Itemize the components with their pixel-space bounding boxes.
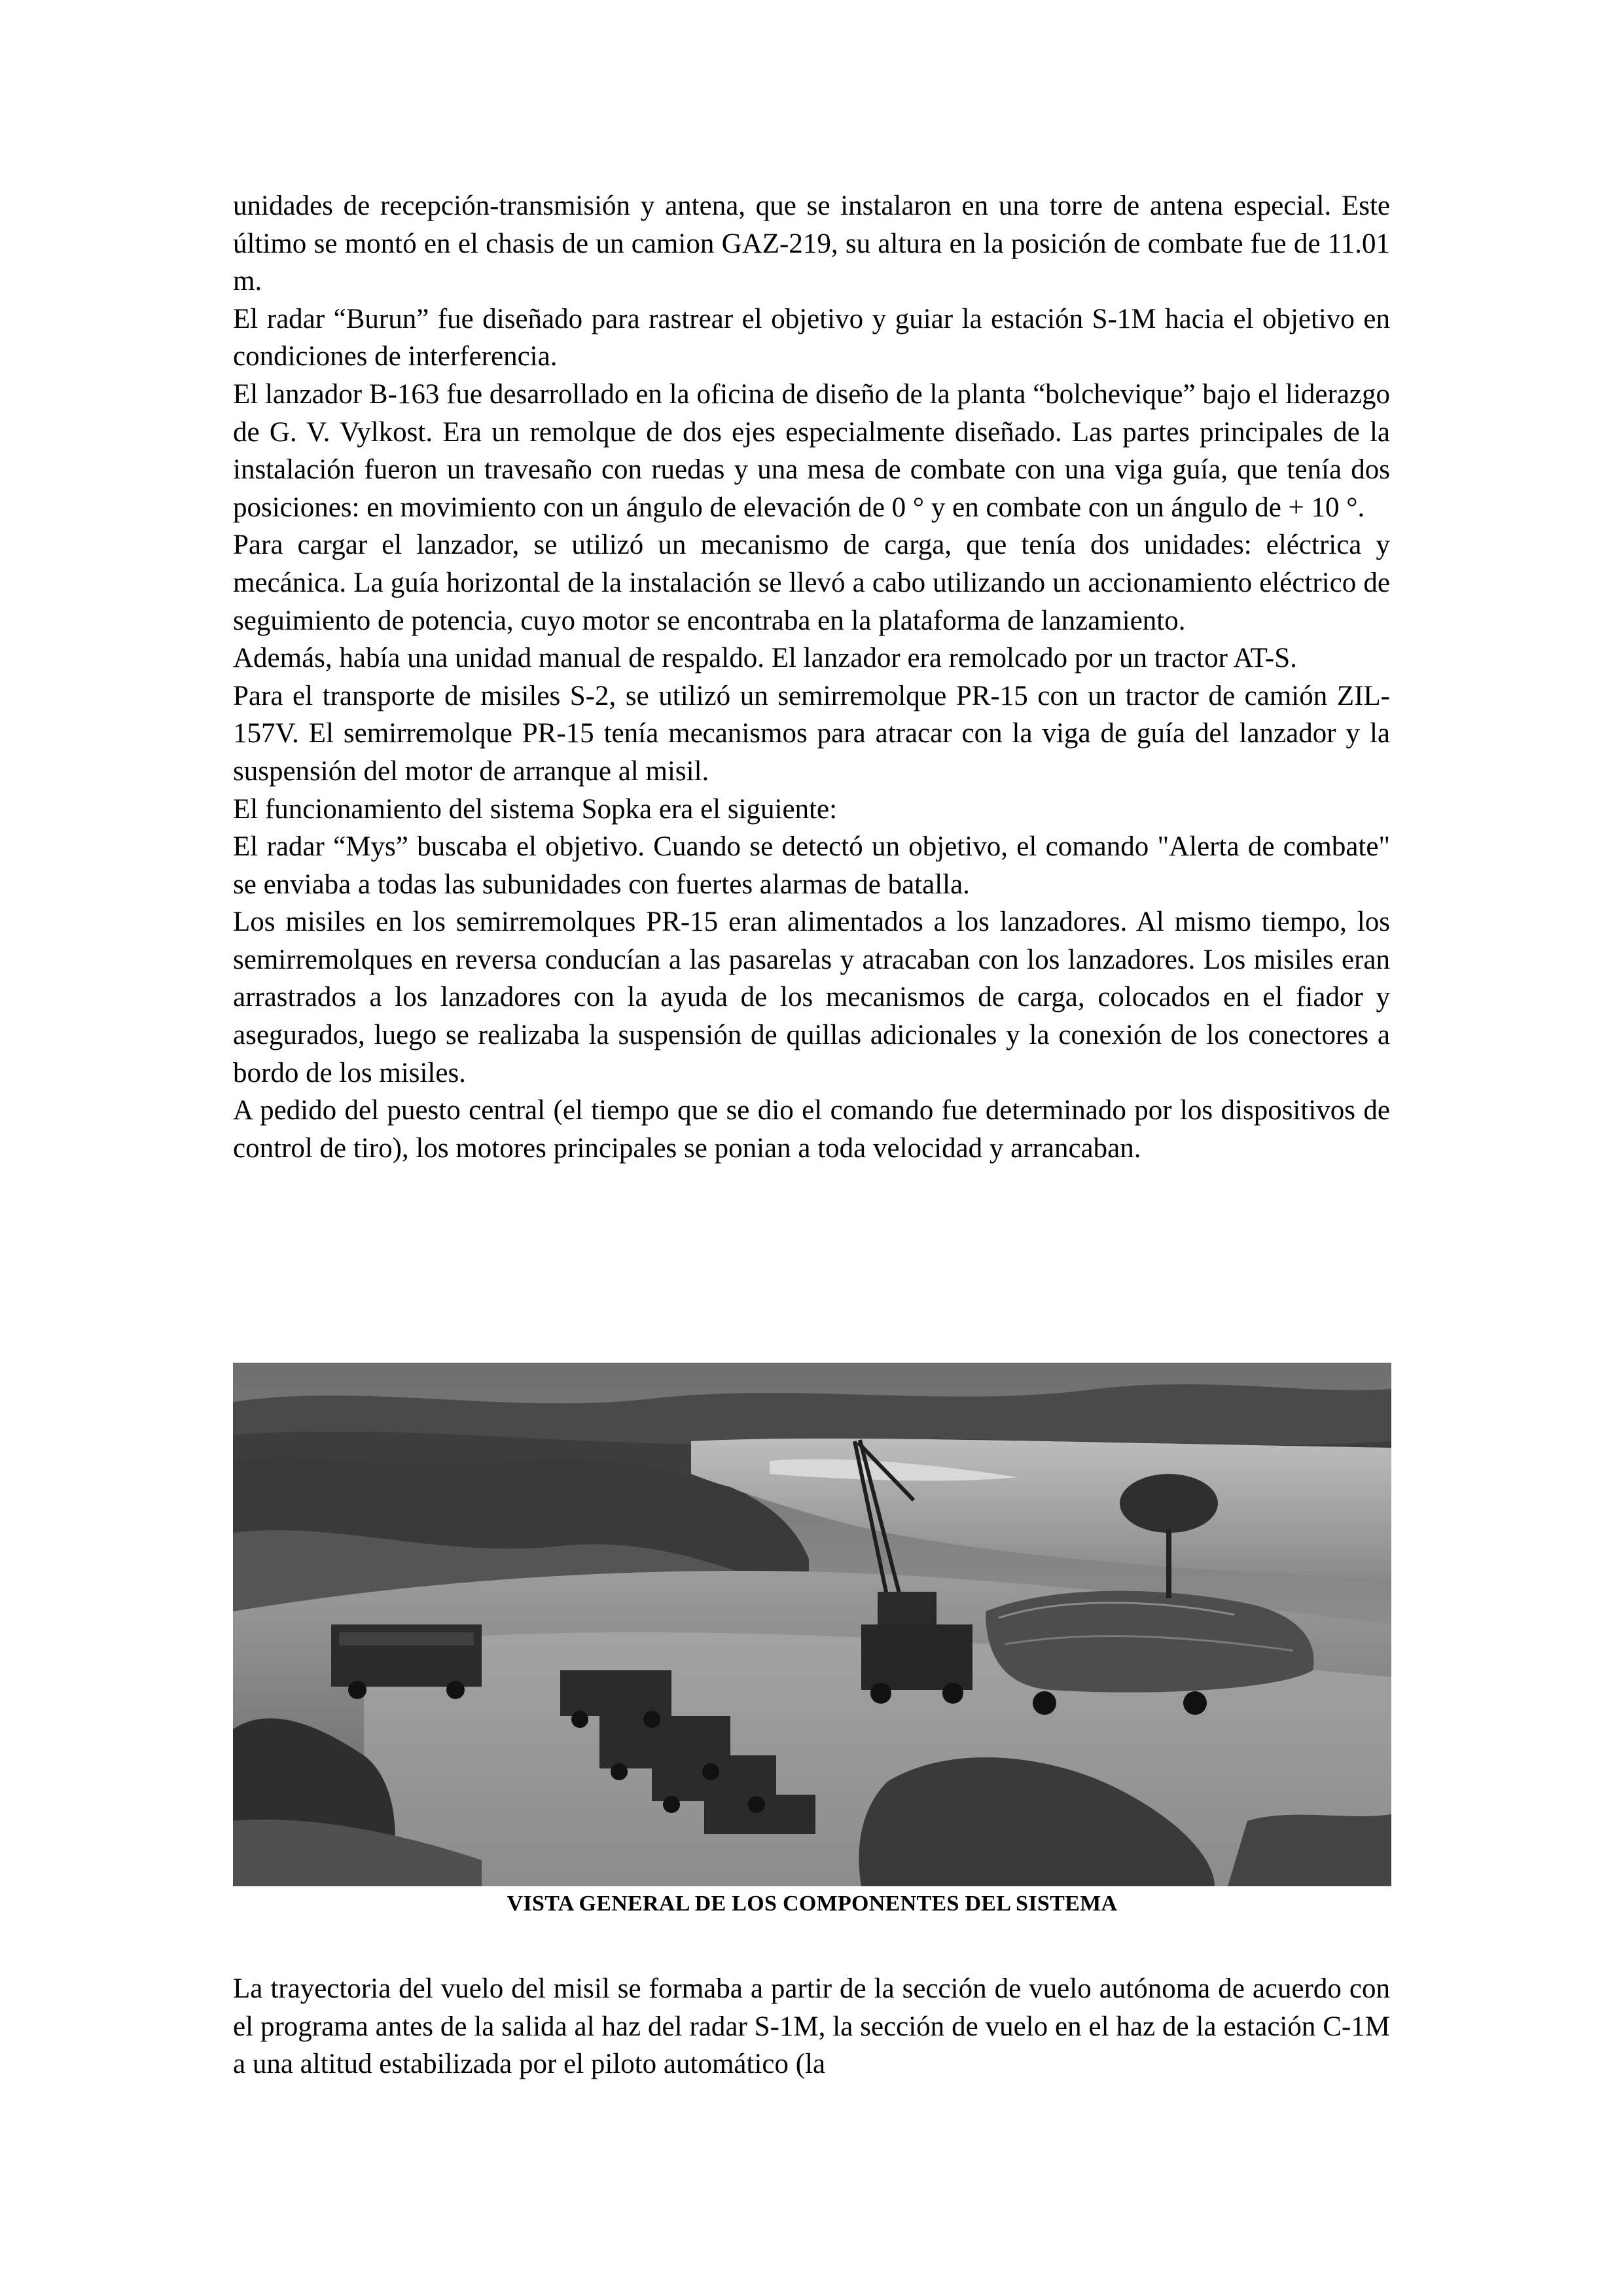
paragraph-launch-command: A pedido del puesto central (el tiempo que se dio el comando fue determinado por los dispositivos de control de tiro), los motores principales se ponian a toda velocidad y arrancaban. — [233, 1095, 1390, 1164]
paragraph-missile-loading: Los misiles en los semirremolques PR-15 eran alimentados a los lanzadores. Al mismo tiempo, los semirremolques en reversa conducían a las pasarelas y atracaban con los lanzadores. Los misiles eran arrastrados a los lanzadores con la ayuda de los mecanismos de carga, colocados en el fiador y asegurados, luego se realizaba la suspensión de quillas adicionales y la conexión de los conectores a bordo de los misiles. — [233, 906, 1390, 1088]
paragraph-burun-radar: El radar “Burun” fue diseñado para rastrear el objetivo y guiar la estación S-1M hacia el objetivo en condiciones de interferencia. — [233, 303, 1390, 372]
paragraph-flight-trajectory: La trayectoria del vuelo del misil se formaba a partir de la sección de vuelo autónoma de acuerdo con el programa antes de la salida al haz del radar S-1M, la sección de vuelo en el haz de la estación C-1M a una altitud estabilizada por el piloto automático (la — [233, 1973, 1390, 2080]
figure-caption: VISTA GENERAL DE LOS COMPONENTES DEL SISTEMA — [507, 1892, 1118, 1916]
paragraph-antenna-units: unidades de recepción-transmisión y antena, que se instalaron en una torre de antena especial. Este último se montó en el chasis de un camion GAZ-219, su altura en la posición de combate fue de 11.01 m. — [233, 190, 1390, 297]
paragraph-manual-backup: Además, había una unidad manual de respaldo. El lanzador era remolcado por un tractor AT-S. — [233, 643, 1297, 674]
system-components-photo — [233, 1363, 1391, 1886]
photo-illustration — [233, 1363, 1391, 1886]
bottom-text — [233, 1970, 1390, 2083]
paragraph-loading-mechanism: Para cargar el lanzador, se utilizó un mecanismo de carga, que tenía dos unidades: eléctrica y mecánica. La guía horizontal de la instalación se llevó a cabo utilizando un accionamiento eléctrico de seguimiento de potencia, cuyo motor se encontraba en la plataforma de lanzamiento. — [233, 529, 1390, 636]
paragraph-launcher-b163: El lanzador B-163 fue desarrollado en la oficina de diseño de la planta “bolchevique” bajo el liderazgo de G. V. Vylkost. Era un remolque de dos ejes especialmente diseñado. Las partes principales de la instalación fueron un travesaño con ruedas y una mesa de combate con una viga guía, que tenía dos posiciones: en movimiento con un ángulo de elevación de 0 ° y en combate con un ángulo de + 10 °. — [233, 378, 1390, 523]
paragraph-missile-transport: Para el transporte de misiles S-2, se utilizó un semirremolque PR-15 con un tractor de camión ZIL-157V. El semirremolque PR-15 tenía mecanismos para atracar con la viga de guía del lanzador y la suspensión del motor de arranque al misil. — [233, 680, 1390, 787]
body-text — [233, 187, 1390, 1167]
paragraph-mys-radar: El radar “Mys” buscaba el objetivo. Cuando se detectó un objetivo, el comando "Alerta de combate" se enviaba a todas las subunidades con fuertes alarmas de batalla. — [233, 831, 1390, 900]
paragraph-sopka-operation: El funcionamiento del sistema Sopka era el siguiente: — [233, 793, 838, 825]
